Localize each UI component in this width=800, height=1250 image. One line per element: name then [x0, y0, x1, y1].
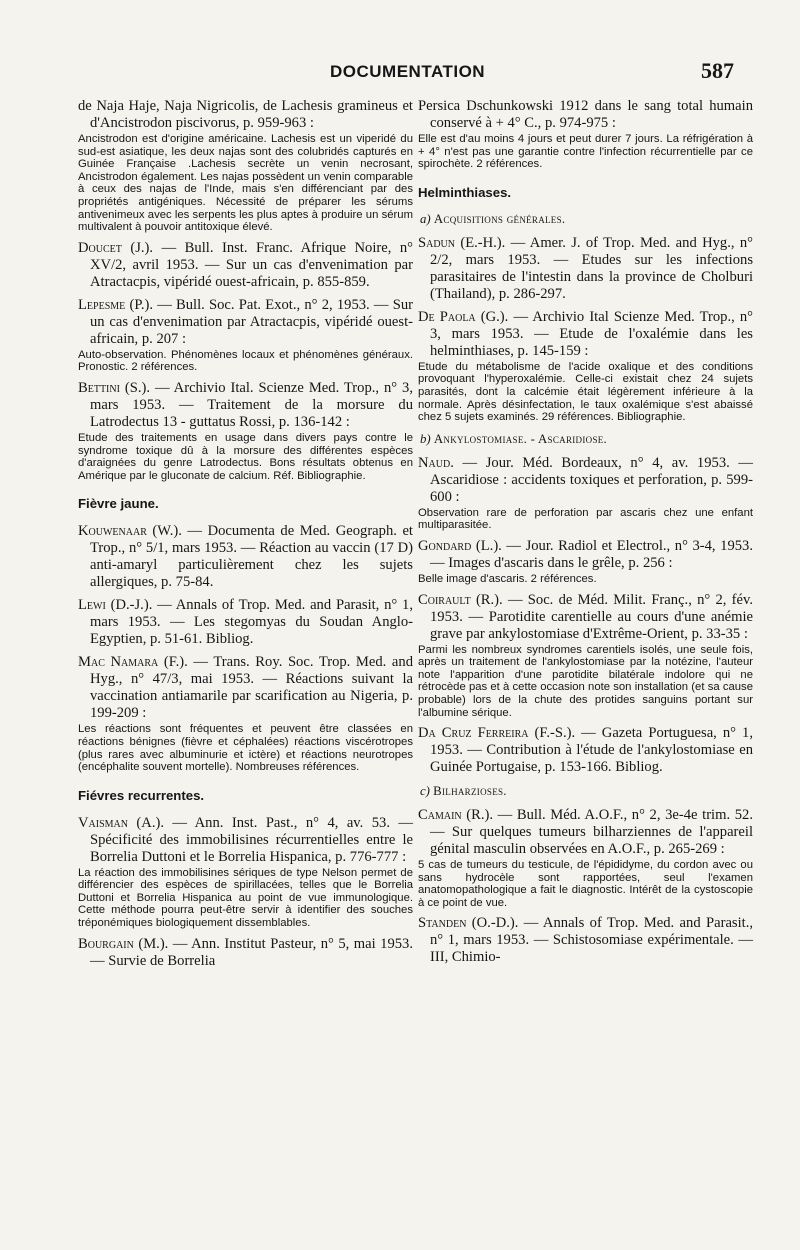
subsection-heading	[420, 784, 753, 799]
citation	[418, 807, 753, 858]
abstract: Ancistrodon est d'origine américaine. Lachesis est un viperidé du sud-est asiatique, les deux najas sont des colubridés capturés en Guinée Française .Lachesis secrète un venin necrosant, Ancistrodon également. Les najas possèdent un venin comparable à ceux des najas de l'Inde, mais s'en différenciant par des propriétés antigéniques. Nécessité de préparer les sérums antivenimeux avec les serpents les plus aptes à produire un sérum multivalent à pouvoir antitoxique élevé.	[78, 133, 413, 234]
reference: — Gazeta Portuguesa, n° 1, 1953. — Contribution à l'étude de l'ankylostomiase en Guinée Portugaise, p. 153-166. Bibliog.	[430, 725, 753, 776]
abstract: Belle image d'ascaris. 2 références.	[418, 572, 597, 585]
citation	[78, 936, 413, 970]
section-heading: Fièvre jaune.	[78, 496, 159, 512]
left-column	[78, 98, 413, 976]
bibliography-entry	[418, 725, 753, 776]
author: Standen (O.-D.).	[418, 915, 519, 932]
citation	[418, 235, 753, 303]
reference: — Ann. Institut Pasteur, n° 5, mai 1953. — Survie de Borrelia	[90, 935, 413, 969]
bibliography-entry	[418, 915, 753, 966]
abstract: Observation rare de perforation par ascaris chez une enfant multiparasitée.	[418, 506, 753, 532]
abstract: Elle est d'au moins 4 jours et peut durer 7 jours. La réfrigération à + 4° n'est pas une garantie contre l'infection récurrentielle par ce spirochète. 2 références.	[418, 133, 753, 171]
author: De Paola (G.).	[418, 308, 509, 325]
bibliography-entry	[78, 936, 413, 970]
bibliography-entry	[78, 815, 413, 930]
abstract: Etude des traitements en usage dans divers pays contre le syndrome toxique dû à la morsure des différentes espèces d'araignées du genre Latrodectus. Bons résultats obtenus en Amérique par le gluconate de calcium. Réf. Bibliographie.	[78, 431, 413, 482]
bibliography-entry	[78, 523, 413, 591]
citation	[78, 380, 413, 431]
author: Gondard (L.).	[418, 537, 502, 554]
citation	[418, 309, 753, 360]
bibliography-entry	[418, 807, 753, 909]
citation: Persica Dschunkowski 1912 dans le sang total humain conservé à + 4° C., p. 974-975 :	[418, 98, 753, 131]
citation	[418, 538, 753, 572]
reference: — Documenta de Med. Geograph. et Trop., n° 5/1, mars 1953. — Réaction au vaccin (17 D) anti-amaryl particulièrement chez les sujets allergiques, p. 75-84.	[90, 523, 413, 591]
citation	[418, 592, 753, 643]
abstract: Les réactions sont fréquentes et peuvent être classées en réactions bénignes (fièvre et céphalées) réactions viscérotropes (plus rares avec albuminurie et ictère) et réactions neurotropes (encéphalite souvent mortelle). Nombreuses références.	[78, 723, 413, 774]
subsection-heading	[420, 212, 753, 227]
author: Bourgain (M.).	[78, 935, 169, 952]
bibliography-entry	[418, 98, 753, 171]
author: Naud.	[418, 454, 454, 471]
citation	[78, 523, 413, 591]
author: Doucet (J.).	[78, 239, 154, 256]
subsection-title: Bilharzioses.	[433, 784, 507, 799]
author: Bettini (S.).	[78, 379, 151, 396]
abstract: La réaction des immobilisines sériques de type Nelson permet de différencier des espèces de spirillacées, telles que le Borrelia Duttoni et Borrelia Hispanica au point de vue immunologique. Cette méthode pourra peut-être servir à identifier des souches tréponémiques biologiquement dissemblables.	[78, 866, 413, 930]
subsection-heading	[420, 432, 753, 447]
citation	[418, 455, 753, 506]
citation	[418, 915, 753, 966]
running-title: DOCUMENTATION	[330, 62, 486, 81]
citation	[78, 815, 413, 866]
bibliography-entry	[78, 98, 413, 234]
reference: — Amer. J. of Trop. Med. and Hyg., n° 2/2, mars 1953. — Etudes sur les infections parasitaires de l'intestin dans la province de Cholburi (Thailand), p. 286-297.	[430, 234, 753, 302]
citation	[78, 297, 413, 348]
author: Coirault (R.).	[418, 591, 503, 608]
reference: — Bull. Soc. Pat. Exot., n° 2, 1953. — Sur un cas d'envenimation par Atractacpis, vipéridé ouest-africain, p. 207 :	[90, 296, 413, 347]
abstract: Etude du métabolisme de l'acide oxalique et des conditions provoquant l'hyperoxalémie. Celle-ci existait chez 24 sujets parasités, dont la calcémie était légèrement inférieure à la normale. Après désinfectation, le taux oxalémique s'est abaissé chez 5 sujets examinés. 29 références. Bibliographie.	[418, 360, 753, 424]
reference: — Soc. de Méd. Milit. Franç., n° 2, fév. 1953. — Parotidite carentielle au cours d'une anémie grave par ankylostomiase d'Extrême-Orient, p. 33-35 :	[430, 591, 753, 642]
bibliography-entry	[418, 235, 753, 303]
subsection-letter: a)	[420, 211, 431, 226]
reference: — Annals of Trop. Med. and Parasit., n° 1, mars 1953. — Schistosomiase expérimentale. — III, Chimio-	[430, 915, 754, 966]
subsection-title: Ankylostomiase. - Ascaridiose.	[433, 431, 608, 446]
author: Kouwenaar (W.).	[78, 523, 182, 540]
bibliography-entry	[78, 380, 413, 482]
bibliography-entry	[418, 592, 753, 720]
page-number: 587	[701, 58, 734, 83]
author: Vaisman (A.).	[78, 814, 164, 831]
abstract: Auto-observation. Phénomènes locaux et phénomènes généraux. Pronostic. 2 références.	[78, 348, 413, 374]
bibliography-entry	[78, 240, 413, 291]
citation	[78, 597, 413, 648]
bibliography-entry	[418, 538, 753, 586]
subsection-title: Acquisitions générales.	[433, 211, 566, 226]
reference: — Bull. Méd. A.O.F., n° 2, 3e-4e trim. 52. — Sur quelques tumeurs bilharziennes de l'appareil génital masculin observées en A.O.F., p. 265-269 :	[430, 807, 753, 858]
bibliography-entry	[418, 455, 753, 532]
reference: — Ann. Inst. Past., n° 4, av. 53. — Spécificité des immobilisines récurrentielles entre le Borrelia Duttoni et le Borrelia Hispanica, p. 776-777 :	[90, 814, 413, 865]
section-heading: Helminthiases.	[418, 184, 512, 200]
author: Da Cruz Ferreira (F.-S.).	[418, 725, 576, 742]
author: Camain (R.).	[418, 807, 494, 824]
bibliography-entry	[78, 597, 413, 648]
citation	[78, 654, 413, 722]
bibliography-entry	[78, 297, 413, 374]
reference: — Bull. Inst. Franc. Afrique Noire, n° XV/2, avril 1953. — Sur un cas d'envenimation par Atractacpis, vipéridé ouest-africain, p. 855-859.	[90, 239, 413, 290]
author: Mac Namara (F.).	[78, 654, 188, 671]
subsection-letter: b)	[420, 431, 431, 446]
page-header	[0, 58, 800, 88]
bibliography-entry	[78, 654, 413, 773]
author: Lewi (D.-J.).	[78, 597, 153, 614]
reference: — Jour. Radiol et Electrol., n° 3-4, 1953. — Images d'ascaris dans le grêle, p. 256 :	[430, 537, 753, 571]
reference: — Archivio Ital. Scienze Med. Trop., n° 3, mars 1953. — Traitement de la morsure du Latrodectus 13 - guttatus Rossi, p. 136-142 :	[90, 379, 413, 430]
author: Lepesme (P.).	[78, 296, 153, 313]
abstract: 5 cas de tumeurs du testicule, de l'épididyme, du cordon avec ou sans hydrocèle sont rapportées, seul l'examen anatomopathologique a fait le diagnostic. Intérêt de la cystoscopie à ce point de vue.	[418, 859, 753, 909]
author: Sadun (E.-H.).	[418, 234, 506, 251]
citation	[418, 725, 753, 776]
reference: — Jour. Méd. Bordeaux, n° 4, av. 1953. — Ascaridiose : accidents toxiques et perforation, p. 599-600 :	[430, 454, 753, 505]
abstract: Parmi les nombreux syndromes carentiels isolés, une seule fois, après un traitement de l'ankylostomiase par la notézine, l'auteur note l'apparition d'une parotidite bilatérale indolore qui ne rétrocède pas et à cette occasion note son installation (et sa cause probable) lors de la chute des protides sanguins portant sur l'albumine sérique.	[418, 643, 753, 719]
reference: — Annals of Trop. Med. and Parasit, n° 1, mars 1953. — Les stegomyas du Soudan Anglo-Egyptien, p. 51-61. Bibliog.	[90, 597, 414, 648]
section-heading: Fiévres recurrentes.	[78, 787, 205, 803]
citation	[78, 240, 413, 291]
reference: — Trans. Roy. Soc. Trop. Med. and Hyg., n° 47/3, mai 1953. — Réactions suivant la vaccination antiamarile par scarification au Nigeria, p. 199-209 :	[90, 654, 413, 722]
right-column	[418, 98, 753, 972]
subsection-letter: c)	[420, 784, 430, 799]
citation: de Naja Haje, Naja Nigricolis, de Lachesis gramineus et d'Ancistrodon piscivorus, p. 959-963 :	[78, 98, 413, 131]
reference: — Archivio Ital Scienze Med. Trop., n° 3, mars 1953. — Etude de l'oxalémie dans les helminthiases, p. 145-159 :	[430, 308, 754, 359]
bibliography-entry	[418, 309, 753, 424]
